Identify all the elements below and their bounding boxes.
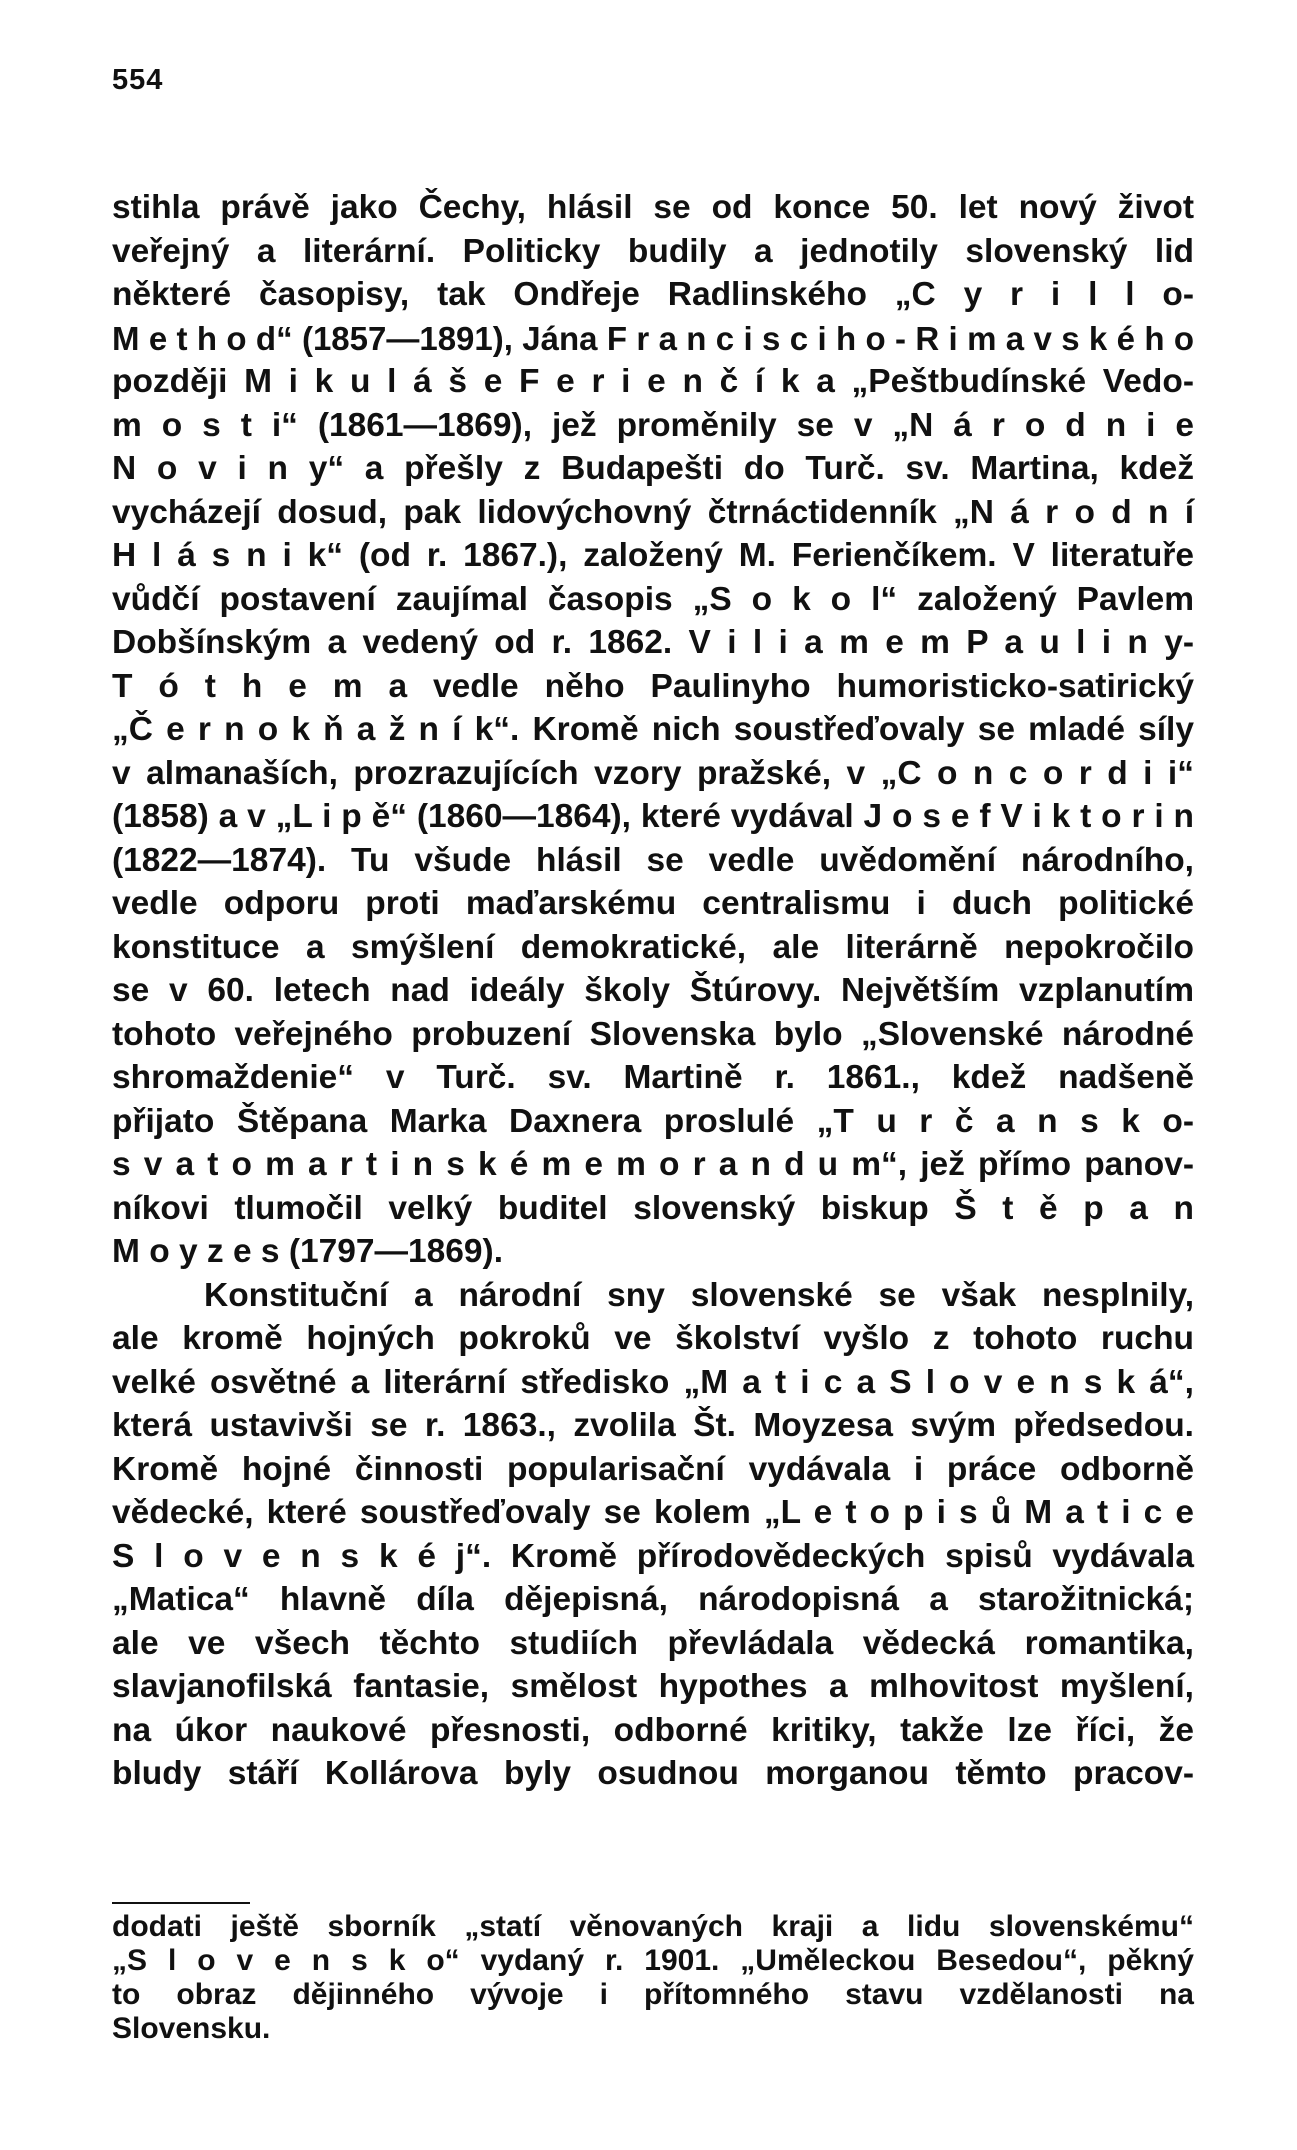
text-line: s v a t o m a r t i n s k é m e m o r a n d u m“, jež přímo panov-	[112, 1146, 1194, 1183]
text-line: přijato Štěpana Marka Daxnera proslulé „T u r č a n s k o-	[112, 1102, 1194, 1140]
text-line: (1822—1874). Tu všude hlásil se vedle uvědomění národního,	[112, 841, 1194, 879]
page-number: 554	[112, 64, 164, 96]
text-line: (1858) a v „L i p ě“ (1860—1864), které vydával J o s e f V i k t o r i n	[112, 798, 1194, 835]
text-line: ale kromě hojných pokroků ve školství vyšlo z tohoto ruchu	[112, 1320, 1194, 1357]
text-line: „Matica“ hlavně díla dějepisná, národopisná a starožitnická;	[112, 1581, 1194, 1618]
text-line: vůdčí postavení zaujímal časopis „S o k o l“ založený Pavlem	[112, 580, 1194, 618]
text-line: velké osvětné a literární středisko „M a t i c a S l o v e n s k á“,	[112, 1363, 1194, 1401]
text-line: později M i k u l á š e F e r i e n č í k a „Peštbudínské Vedo-	[112, 363, 1194, 400]
text-line: se v 60. letech nad ideály školy Štúrovy. Největším vzplanutím	[112, 972, 1194, 1009]
text-line: shromaždenie“ v Turč. sv. Martině r. 1861., kdež nadšeně	[112, 1059, 1194, 1096]
text-line: slavjanofilská fantasie, smělost hypothes a mlhovitost myšlení,	[112, 1668, 1194, 1705]
text-line: veřejný a literární. Politicky budily a jednotily slovenský lid	[112, 232, 1194, 270]
footnote-line: „S l o v e n s k o“ vydaný r. 1901. „Uměleckou Besedou“, pěkný	[112, 1944, 1194, 1977]
text-line: vedle odporu proti maďarskému centralismu i duch politické	[112, 885, 1194, 922]
footnote-line: to obraz dějinného vývoje i přítomného stavu vzdělanosti na	[112, 1978, 1194, 2011]
text-line: N o v i n y“ a přešly z Budapešti do Turč. sv. Martina, kdež	[112, 450, 1194, 487]
text-line: stihla právě jako Čechy, hlásil se od konce 50. let nový život	[112, 189, 1194, 226]
text-line: na úkor naukové přesnosti, odborné kritiky, takže lze říci, že	[112, 1711, 1194, 1749]
text-line: tohoto veřejného probuzení Slovenska bylo „Slovenské národné	[112, 1015, 1194, 1053]
text-line: Kromě hojné činnosti popularisační vydávala i práce odborně	[112, 1450, 1194, 1488]
main-text	[112, 186, 1194, 1796]
footnote-rule	[112, 1902, 250, 1904]
text-line: která ustavivši se r. 1863., zvolila Št. Moyzesa svým předsedou.	[112, 1407, 1194, 1444]
text-line: bludy stáří Kollárova byly osudnou morganou těmto pracov-	[112, 1755, 1194, 1792]
text-line: v almanaších, prozrazujících vzory pražské, v „C o n c o r d i i“	[112, 754, 1194, 792]
text-line: vycházejí dosud, pak lidovýchovný čtrnáctidenník „N á r o d n í	[112, 493, 1194, 531]
text-line: M e t h o d“ (1857—1891), Jána F r a n c i s c i h o - R i m a v s k é h o	[112, 319, 1194, 357]
text-line: H l á s n i k“ (od r. 1867.), založený M. Ferienčíkem. V literatuře	[112, 537, 1194, 574]
paragraph-end-line: M o y z e s (1797—1869).	[112, 1233, 504, 1270]
text-line: „Č e r n o k ň a ž n í k“. Kromě nich soustřeďovaly se mladé síly	[112, 711, 1194, 748]
text-line: některé časopisy, tak Ondřeje Radlinského „C y r i l l o-	[112, 276, 1194, 313]
text-line: níkovi tlumočil velký buditel slovenský biskup Š t ě p a n	[112, 1189, 1194, 1227]
text-line: vědecké, které soustřeďovaly se kolem „L e t o p i s ů M a t i c e	[112, 1494, 1194, 1531]
text-line: Dobšínským a vedený od r. 1862. V i l i a m e m P a u l i n y-	[112, 624, 1194, 661]
footnote-line: Slovensku.	[112, 2012, 271, 2045]
text-line: S l o v e n s k é j“. Kromě přírodovědeckých spisů vydávala	[112, 1537, 1194, 1575]
footnote	[112, 1910, 1194, 2046]
text-line: konstituce a smýšlení demokratické, ale literárně nepokročilo	[112, 928, 1194, 966]
text-line: ale ve všech těchto studiích převládala vědecká romantika,	[112, 1624, 1194, 1662]
paragraph-start-line: Konstituční a národní sny slovenské se však nesplnily,	[204, 1276, 1194, 1314]
text-line: T ó t h e m a vedle něho Paulinyho humoristicko-satirický	[112, 667, 1194, 705]
footnote-line: dodati ještě sborník „statí věnovaných kraji a lidu slovenskému“	[112, 1910, 1194, 1943]
text-line: m o s t i“ (1861—1869), jež proměnily se v „N á r o d n i e	[112, 406, 1194, 444]
